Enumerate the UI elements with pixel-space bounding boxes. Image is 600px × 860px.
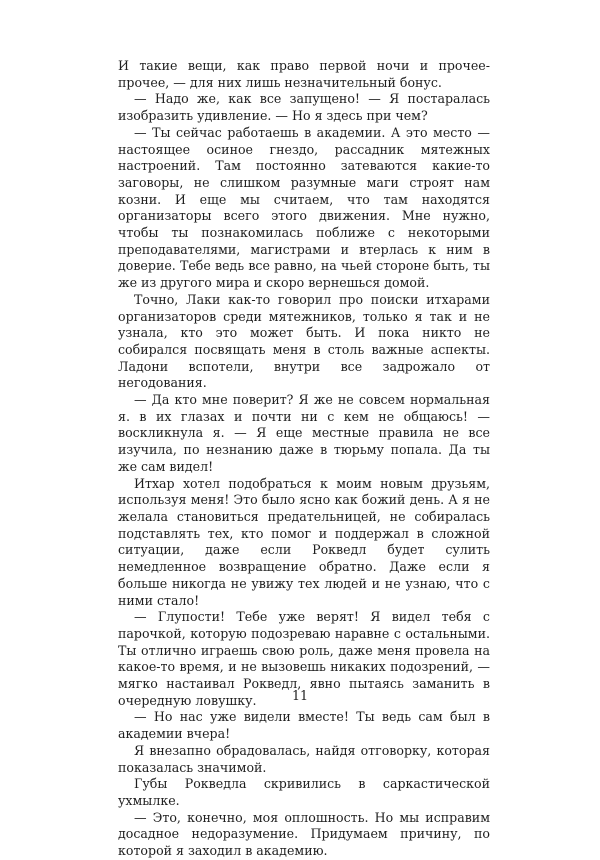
paragraph: — Это, конечно, моя оплошность. Но мы исправим досадное недоразумение. Придумаем причину, по которой я заходил в академию. xyxy=(118,809,490,859)
paragraph: — Глупости! Тебе уже верят! Я видел тебя с парочкой, которую подозреваю наравне с остальными. Ты отлично играешь свою роль, даже меня провела на какое-то время, и не вызовешь никаких подозрений, — мягко настаивал Рокведл, явно пытаясь заманить в очередную ловушку. xyxy=(118,609,490,708)
paragraph: Я внезапно обрадовалась, найдя отговорку, которая показалась значимой. xyxy=(118,742,490,775)
paragraph: Точно, Лаки как-то говорил про поиски итхарами организаторов среди мятежников, только я так и не узнала, кто это может быть. И пока никто не собирался посвящать меня в столь важные аспекты. Ладони вспотели, внутри все задрожало от негодования. xyxy=(118,291,490,391)
paragraph: — Но нас уже видели вместе! Ты ведь сам был в академии вчера! xyxy=(118,709,490,742)
paragraph: — Надо же, как все запущено! — Я постаралась изобразить удивление. — Но я здесь при чем? xyxy=(118,91,490,124)
page-text xyxy=(118,58,490,860)
paragraph: — Ты сейчас работаешь в академии. А это место — настоящее осиное гнездо, рассадник мятежных настроений. Там постоянно затеваются какие-то заговоры, не слишком разумные маги строят нам козни. И еще мы считаем, что там находятся организаторы всего этого движения. Мне нужно, чтобы ты познакомилась поближе с некоторыми преподавателями, магистрами и втерлась к ним в доверие. Тебе ведь все равно, на чьей стороне быть, ты же из другого мира и скоро вернешься домой. xyxy=(118,124,490,291)
paragraph: Итхар хотел подобраться к моим новым друзьям, используя меня! Это было ясно как божий день. А я не желала становиться предательницей, не собиралась подставлять тех, кто помог и поддержал в сложной ситуации, даже если Рокведл будет сулить немедленное возвращение обратно. Даже если я больше никогда не увижу тех людей и не узнаю, что с ними стало! xyxy=(118,475,490,608)
paragraph: — Да кто мне поверит? Я же не совсем нормальная я. в их глазах и почти ни с кем не общаюсь! — воскликнула я. — Я еще местные правила не все изучила, по незнанию даже в тюрьму попала. Да ты же сам видел! xyxy=(118,392,490,474)
page-number: 11 xyxy=(291,688,309,703)
paragraph: И такие вещи, как право первой ночи и прочее-прочее, — для них лишь незначительный бонус. xyxy=(118,58,490,90)
paragraph: Губы Рокведла скривились в саркастической ухмылке. xyxy=(118,776,490,808)
